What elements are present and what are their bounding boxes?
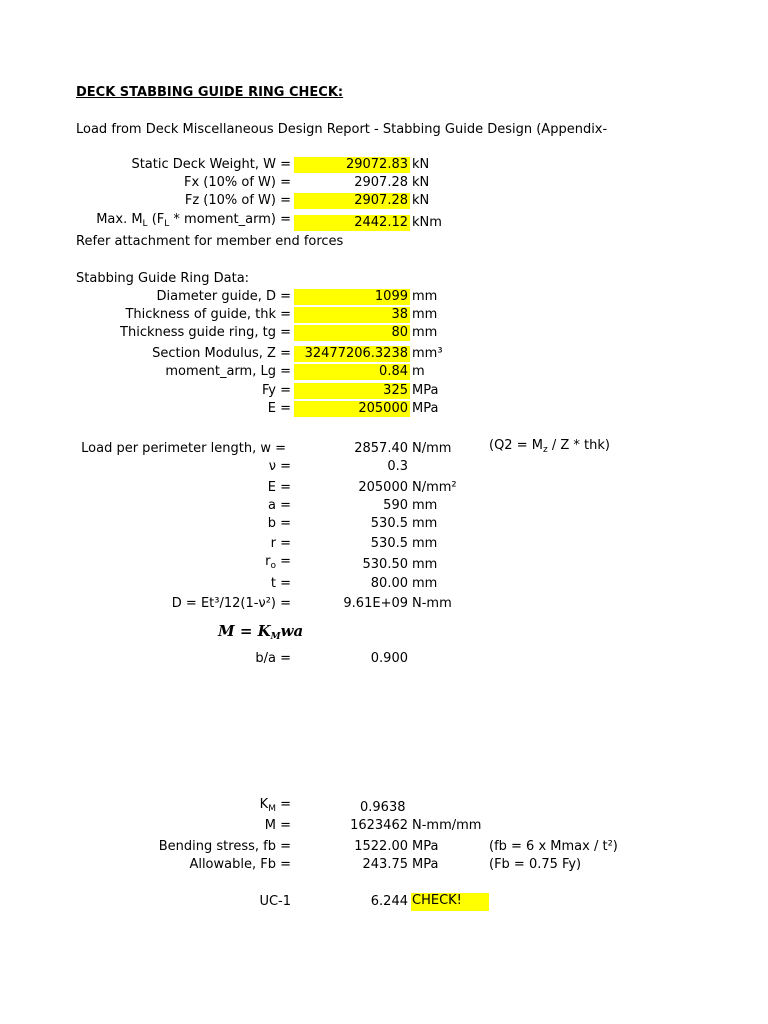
static-weight-label: Static Deck Weight, W = [131, 157, 291, 172]
diameter-unit: mm [412, 289, 438, 304]
fb-value: 1522.00 [354, 839, 408, 854]
w-note: $(Q2 = M_z / Z * thk)$ [489, 438, 610, 455]
fb-note: (fb = 6 x Mmax / t²) [489, 839, 618, 854]
refer-note: Refer attachment for member end forces [76, 234, 344, 249]
r-label: r = [270, 536, 291, 551]
thk-value[interactable]: 38 [294, 307, 410, 323]
ba-value: 0.900 [370, 651, 408, 666]
fy-value[interactable]: 325 [294, 383, 410, 399]
thk-label: Thickness of guide, thk = [125, 307, 291, 322]
max-ml-label: Max. $M_L$ ($F_L$ * moment_arm) = [96, 212, 291, 229]
d-label: D = Et³/12(1-ν²) = [171, 596, 291, 611]
fx-label: Fx (10% of W) = [183, 175, 291, 190]
max-ml-value[interactable]: 2442.12 [294, 215, 410, 231]
ring-header: Stabbing Guide Ring Data: [76, 271, 250, 286]
b-value: 530.5 [370, 516, 408, 531]
t-unit: mm [412, 576, 438, 591]
fx-unit: kN [412, 175, 430, 190]
e-unit: MPa [412, 401, 439, 416]
static-weight-unit: kN [412, 157, 430, 172]
tg-unit: mm [412, 325, 438, 340]
t-value: 80.00 [370, 576, 408, 591]
e2-value: 205000 [358, 480, 408, 495]
z-unit: mm³ [412, 346, 443, 361]
fz-value[interactable]: 2907.28 [294, 193, 410, 209]
lg-label: moment_arm, Lg = [165, 364, 291, 379]
thk-unit: mm [412, 307, 438, 322]
fz-label: Fz (10% of W) = [184, 193, 291, 208]
intro-text: Load from Deck Miscellaneous Design Report - Stabbing Guide Design (Appendix- [76, 122, 608, 137]
moment-formula: $M = K_Mwa$ [218, 622, 304, 642]
fy-label: Fy = [261, 383, 291, 398]
w-unit: N/mm [412, 441, 452, 456]
b-unit: mm [412, 516, 438, 531]
r-unit: mm [412, 536, 438, 551]
fz-unit: kN [412, 193, 430, 208]
z-value[interactable]: 32477206.3238 [294, 346, 410, 362]
m-unit: N-mm/mm [412, 818, 482, 833]
m-label: M = [264, 818, 291, 833]
ba-label: b/a = [255, 651, 291, 666]
d-value: 9.61E+09 [343, 596, 408, 611]
e-label: E = [267, 401, 291, 416]
tg-value[interactable]: 80 [294, 325, 410, 341]
diameter-label: Diameter guide, D = [156, 289, 291, 304]
uc-label: UC-1 [259, 894, 291, 909]
r0-unit: mm [412, 557, 438, 572]
diameter-value[interactable]: 1099 [294, 289, 410, 305]
e2-unit: N/mm² [412, 480, 457, 495]
e-value[interactable]: 205000 [294, 401, 410, 417]
fb-allow-unit: MPa [412, 857, 439, 872]
m-value: 1623462 [350, 818, 408, 833]
r0-label: $r_o$ = [265, 554, 291, 571]
static-weight-value[interactable]: 29072.83 [294, 157, 410, 173]
b-label: b = [267, 516, 291, 531]
d-unit: N-mm [412, 596, 452, 611]
km-value: 0.9638 [360, 800, 406, 815]
fb-allow-label: Allowable, Fb = [189, 857, 291, 872]
km-label: $K_M$ = [259, 797, 291, 814]
nu-value: 0.3 [387, 459, 408, 474]
tg-label: Thickness guide ring, tg = [120, 325, 291, 340]
max-ml-unit: kNm [412, 215, 442, 230]
fb-label: Bending stress, fb = [158, 839, 291, 854]
a-label: a = [268, 498, 291, 513]
z-label: Section Modulus, Z = [152, 346, 291, 361]
fx-value[interactable]: 2907.28 [354, 175, 408, 190]
fb-allow-note: (Fb = 0.75 Fy) [489, 857, 582, 872]
a-value: 590 [383, 498, 408, 513]
lg-unit: m [412, 364, 425, 379]
lg-value[interactable]: 0.84 [294, 364, 410, 380]
w-label: Load per perimeter length, w = [81, 441, 286, 456]
a-unit: mm [412, 498, 438, 513]
title: DECK STABBING GUIDE RING CHECK: [76, 85, 344, 100]
r0-value: 530.50 [362, 557, 408, 572]
uc-status: CHECK! [411, 893, 489, 911]
fb-allow-value: 243.75 [362, 857, 408, 872]
r-value: 530.5 [370, 536, 408, 551]
t-label: t = [270, 576, 291, 591]
e2-label: E = [267, 480, 291, 495]
uc-value: 6.244 [370, 894, 408, 909]
fy-unit: MPa [412, 383, 439, 398]
w-value: 2857.40 [354, 441, 408, 456]
nu-label: ν = [268, 459, 291, 474]
fb-unit: MPa [412, 839, 439, 854]
